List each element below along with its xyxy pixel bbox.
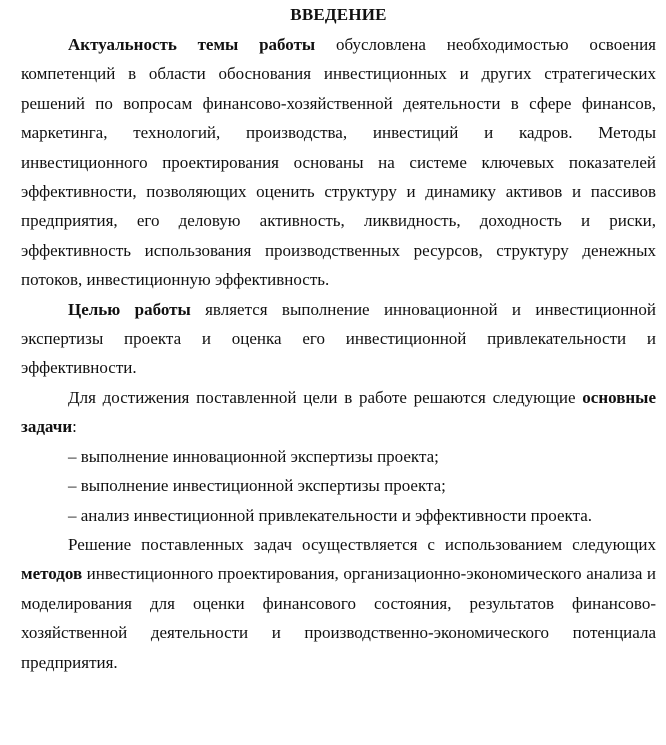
document-title: ВВЕДЕНИЕ bbox=[290, 5, 387, 24]
goal-heading: Целью работы bbox=[68, 299, 191, 319]
tasks-heading: основные задачи bbox=[21, 387, 656, 437]
task-item: – анализ инвестиционной привлекательности и эффективности проекта. bbox=[68, 505, 592, 525]
paragraph-methods bbox=[21, 530, 656, 677]
task-item: – выполнение инновационной экспертизы проекта; bbox=[68, 446, 439, 466]
relevance-heading: Актуальность темы работы bbox=[68, 35, 316, 54]
paragraph-relevance bbox=[21, 30, 656, 295]
methods-intro-text: Решение поставленных задач осуществляется с использованием следующих bbox=[68, 534, 656, 554]
tasks-intro-tail: : bbox=[72, 417, 77, 437]
methods-text: инвестиционного проектирования, организационно-экономического анализа и моделирования для оценки финансового состояния, результатов финансово-хозяйственной деятельности и производственно-экономического потенциала предприятия. bbox=[21, 564, 656, 672]
paragraph-tasks-intro bbox=[21, 383, 656, 442]
task-item: – выполнение инвестиционной экспертизы проекта; bbox=[68, 476, 446, 496]
methods-heading: методов bbox=[21, 564, 83, 584]
tasks-intro-text: Для достижения поставленной цели в работе решаются следующие bbox=[68, 387, 583, 407]
relevance-text: обусловлена необходимостью освоения компетенций в области обоснования инвестиционных и других стратегических решений по вопросам финансово-хозяйственной деятельности в сфере финансов, маркетинга, технологий, производства, инвестиций и кадров. Методы инвестиционного проектирования основаны на системе ключевых показателей эффективности, позволяющих оценить структуру и динамику активов и пассивов предприятия, его деловую активность, ликвидность, доходность и риски, эффективность использования производственных ресурсов, структуру денежных потоков, инвестиционную эффективность. bbox=[21, 35, 656, 290]
goal-text: является выполнение инновационной и инвестиционной экспертизы проекта и оценка его инвестиционной привлекательности и эффективности. bbox=[21, 299, 656, 378]
paragraph-goal bbox=[21, 295, 656, 383]
